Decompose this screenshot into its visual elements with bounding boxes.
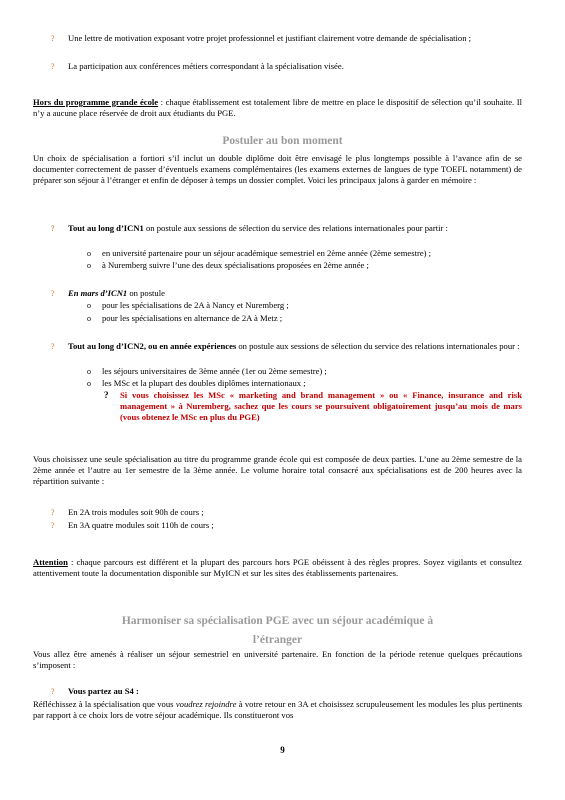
- s4-text-emphasis: voudrez rejoindre: [175, 699, 237, 709]
- attention-text: : chaque parcours est différent et la plupart des parcours hors PGE obéissent à des règles propres. Soyez vigilants et consultez attentivement toute la documentation disponible sur MyICN et sur les sites des établissements partenaires.: [33, 557, 522, 578]
- hours-item: En 2A trois modules soit 90h de cours ;: [68, 507, 204, 517]
- hors-programme-text: : chaque établissement est totalement libre de mettre en place le dispositif de sélection qu’il souhaite. Il n’y a aucune place réservée de droit aux étudiants du PGE.: [33, 97, 522, 118]
- bullet-icon: ?: [51, 687, 55, 696]
- bullet-icon: ?: [51, 289, 55, 298]
- sub-bullet-icon: o: [87, 379, 91, 388]
- group2-label: En mars d’ICN1: [68, 288, 128, 298]
- sub-bullet-icon: o: [87, 249, 91, 258]
- group1-item: à Nuremberg suivre l’une des deux spécialisations proposées en 2ème année ;: [102, 260, 369, 270]
- group3-item: les MSc et la plupart des doubles diplômes internationaux ;: [102, 378, 306, 388]
- s4-text-b: à votre retour en 3A et choisissez scrupuleusement les modules les plus pertinents par rapport à ce choix lors de votre séjour académique. Ils constitueront vos: [33, 699, 522, 720]
- bullet-item: Une lettre de motivation exposant votre projet professionnel et justifiant clairement votre demande de spécialisation ;: [68, 33, 472, 43]
- section2-intro: Vous allez être amenés à réaliser un séjour semestriel en université partenaire. En fonction de la période retenue quelques précautions s’imposent :: [33, 649, 522, 670]
- sub-bullet-icon: o: [87, 314, 91, 323]
- bullet-icon: ?: [51, 521, 55, 530]
- hors-programme-paragraph: [33, 97, 522, 119]
- group3-text: on postule aux sessions de sélection du service des relations internationales pour :: [236, 341, 520, 351]
- group3-paragraph: [68, 341, 522, 352]
- sub-bullet-icon: o: [87, 261, 91, 270]
- s4-paragraph: [33, 699, 522, 721]
- bullet-icon: ?: [51, 342, 55, 351]
- warning-icon: ?: [104, 390, 109, 400]
- group3-item: les séjours universitaires de 3ème année (1er ou 2ème semestre) ;: [102, 366, 327, 376]
- msc-warning: Si vous choisissez les MSc « marketing and brand management » ou « Finance, insurance and risk management » à Nuremberg, sachez que les cours se poursuivent obligatoirement jusqu’au mois de mars (vous obtenez le MSc en plus du PGE): [120, 390, 522, 422]
- group2-item: pour les spécialisations en alternance de 2A à Metz ;: [102, 313, 283, 323]
- bullet-icon: ?: [51, 34, 55, 43]
- sub-bullet-icon: o: [87, 301, 91, 310]
- attention-paragraph: [33, 557, 522, 579]
- group2-text: on postule: [127, 288, 165, 298]
- section-heading-postuler: Postuler au bon moment: [222, 135, 343, 147]
- bullet-item: La participation aux conférences métiers correspondant à la spécialisation visée.: [68, 61, 344, 71]
- group1-label: Tout au long d’ICN1: [68, 223, 144, 233]
- heading-line-1: Harmoniser sa spécialisation PGE avec un séjour académique à: [121, 615, 434, 627]
- section-heading-harmoniser: [33, 612, 522, 650]
- s4-label: Vous partez au S4 :: [68, 686, 139, 696]
- section1-intro: Un choix de spécialisation a fortiori s’il inclut un double diplôme doit être envisagé le plus longtemps possible à l’avance afin de se documenter correctement de passer d’éventuels examens complémentaires (les examens externes de langues de type TOEFL notamment) de préparer son séjour à l’étranger et enfin de déposer à temps un dossier complet. Voici les principaux jalons à garder en mémoire :: [33, 153, 522, 185]
- hors-programme-label: Hors du programme grande école: [33, 97, 159, 107]
- sub-bullet-icon: o: [87, 367, 91, 376]
- heading-line-2: l’étranger: [252, 634, 303, 646]
- bullet-icon: ?: [51, 224, 55, 233]
- hours-item: En 3A quatre modules soit 110h de cours ;: [68, 520, 214, 530]
- group1-text: on postule aux sessions de sélection du service des relations internationales pour partir :: [143, 223, 448, 233]
- specialisation-paragraph: Vous choisissez une seule spécialisation au titre du programme grande école qui est composée de deux parties. L’une au 2ème semestre de la 2ème année et l’autre au 1er semestre de la 3ème année. Le volume horaire total consacré aux spécialisations est de 200 heures avec la répartition suivante :: [33, 454, 522, 486]
- bullet-icon: ?: [51, 62, 55, 71]
- group2-paragraph: [68, 288, 522, 299]
- s4-text-a: Réfléchissez à la spécialisation que vous: [33, 699, 176, 709]
- bullet-icon: ?: [51, 508, 55, 517]
- page-number: 9: [280, 745, 285, 755]
- attention-label: Attention: [33, 557, 68, 567]
- group1-paragraph: [68, 223, 522, 234]
- group1-item: en université partenaire pour un séjour académique semestriel en 2ème année (2ème semestre) ;: [102, 248, 432, 258]
- group2-item: pour les spécialisations de 2A à Nancy et Nuremberg ;: [102, 300, 289, 310]
- group3-label: Tout au long d’ICN2, ou en année expériences: [68, 341, 237, 351]
